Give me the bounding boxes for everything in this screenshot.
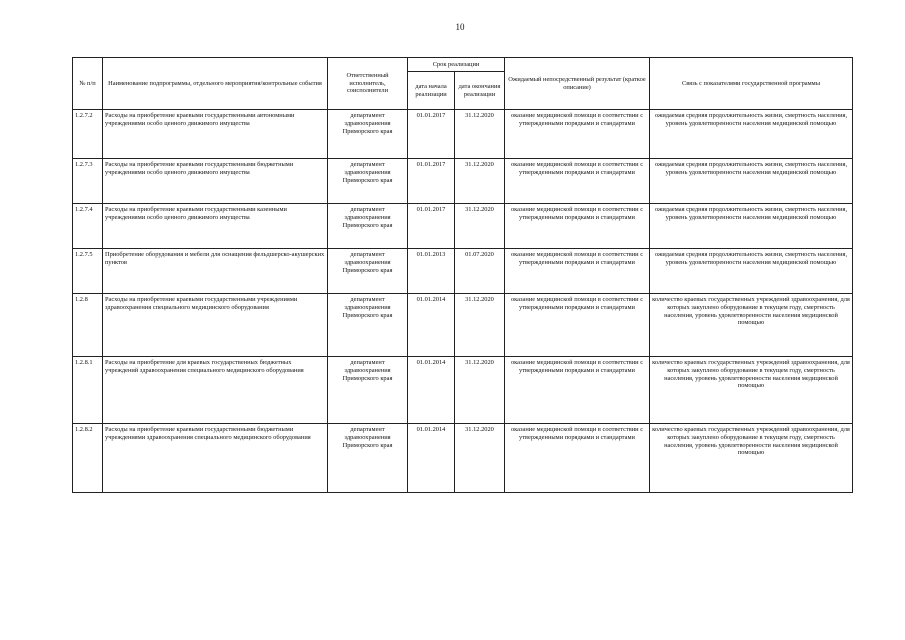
event-name: Расходы на приобретение краевыми государственными автономными учреждениями особо ценного движимого имущества	[103, 110, 328, 159]
table-row	[73, 249, 853, 294]
row-number: 1.2.7.3	[73, 159, 103, 204]
expected-result: оказание медицинской помощи в соответствии с утвержденными порядками и стандартами	[505, 204, 650, 249]
start-date: 01.01.2017	[408, 159, 455, 204]
start-date: 01.01.2017	[408, 204, 455, 249]
table-row	[73, 204, 853, 249]
start-date: 01.01.2013	[408, 249, 455, 294]
start-date: 01.01.2014	[408, 357, 455, 424]
expected-result: оказание медицинской помощи в соответствии с утвержденными порядками и стандартами	[505, 249, 650, 294]
header-executor: Ответственный исполнитель, соисполнители	[328, 58, 408, 110]
event-name: Приобретение оборудования и мебели для оснащения фельдшерско-акушерских пунктов	[103, 249, 328, 294]
program-indicators: ожидаемая средняя продолжительность жизни, смертность населения, уровень удовлетворенности населения медицинской помощью	[650, 204, 853, 249]
row-number: 1.2.7.4	[73, 204, 103, 249]
expected-result: оказание медицинской помощи в соответствии с утвержденными порядками и стандартами	[505, 424, 650, 493]
table-header	[73, 58, 853, 110]
program-indicators: ожидаемая средняя продолжительность жизни, смертность населения, уровень удовлетворенности населения медицинской помощью	[650, 110, 853, 159]
header-start: дата начала реализации	[408, 72, 455, 110]
table-row	[73, 110, 853, 159]
event-name: Расходы на приобретение краевыми государственными учреждениями здравоохранения специального медицинского оборудования	[103, 294, 328, 357]
executor: департамент здравоохранения Приморского края	[328, 204, 408, 249]
page-number: 10	[455, 22, 465, 32]
event-name: Расходы на приобретение краевыми государственными бюджетными учреждениями особо ценного движимого имущества	[103, 159, 328, 204]
expected-result: оказание медицинской помощи в соответствии с утвержденными порядками и стандартами	[505, 357, 650, 424]
header-result: Ожидаемый непосредственный результат (краткое описание)	[505, 58, 650, 110]
expected-result: оказание медицинской помощи в соответствии с утвержденными порядками и стандартами	[505, 110, 650, 159]
program-indicators: количество краевых государственных учреждений здравоохранения, для которых закуплено оборудование в текущем году, смертность населения, уровень удовлетворенности населения медицинской помощью	[650, 424, 853, 493]
header-name: Наименование подпрограммы, отдельного мероприятия/контрольные события	[103, 58, 328, 110]
executor: департамент здравоохранения Приморского края	[328, 294, 408, 357]
header-term: Срок реализации	[408, 58, 505, 72]
start-date: 01.01.2014	[408, 294, 455, 357]
event-name: Расходы на приобретение для краевых государственных бюджетных учреждений здравоохранения специального медицинского оборудования	[103, 357, 328, 424]
program-events-table	[72, 57, 853, 493]
start-date: 01.01.2014	[408, 424, 455, 493]
end-date: 31.12.2020	[455, 294, 505, 357]
event-name: Расходы на приобретение краевыми государственными казенными учреждениями особо ценного движимого имущества	[103, 204, 328, 249]
end-date: 31.12.2020	[455, 424, 505, 493]
end-date: 01.07.2020	[455, 249, 505, 294]
end-date: 31.12.2020	[455, 357, 505, 424]
row-number: 1.2.8	[73, 294, 103, 357]
expected-result: оказание медицинской помощи в соответствии с утвержденными порядками и стандартами	[505, 294, 650, 357]
program-indicators: количество краевых государственных учреждений здравоохранения, для которых закуплено оборудование в текущем году, смертность населения, уровень удовлетворенности населения медицинской помощью	[650, 357, 853, 424]
end-date: 31.12.2020	[455, 159, 505, 204]
table-row	[73, 294, 853, 357]
table-row	[73, 357, 853, 424]
row-number: 1.2.8.2	[73, 424, 103, 493]
executor: департамент здравоохранения Приморского края	[328, 249, 408, 294]
program-indicators: количество краевых государственных учреждений здравоохранения, для которых закуплено оборудование в текущем году, смертность населения, уровень удовлетворенности населения медицинской помощью	[650, 294, 853, 357]
table-body	[73, 110, 853, 493]
row-number: 1.2.7.2	[73, 110, 103, 159]
executor: департамент здравоохранения Приморского края	[328, 110, 408, 159]
end-date: 31.12.2020	[455, 204, 505, 249]
header-link: Связь с показателями государственной программы	[650, 58, 853, 110]
executor: департамент здравоохранения Приморского края	[328, 357, 408, 424]
program-indicators: ожидаемая средняя продолжительность жизни, смертность населения, уровень удовлетворенности населения медицинской помощью	[650, 159, 853, 204]
program-indicators: ожидаемая средняя продолжительность жизни, смертность населения, уровень удовлетворенности населения медицинской помощью	[650, 249, 853, 294]
table-row	[73, 424, 853, 493]
row-number: 1.2.7.5	[73, 249, 103, 294]
executor: департамент здравоохранения Приморского края	[328, 424, 408, 493]
table-row	[73, 159, 853, 204]
start-date: 01.01.2017	[408, 110, 455, 159]
header-end: дата окончания реализации	[455, 72, 505, 110]
expected-result: оказание медицинской помощи в соответствии с утвержденными порядками и стандартами	[505, 159, 650, 204]
event-name: Расходы на приобретение краевыми государственными бюджетными учреждениями здравоохранения специального медицинского оборудования	[103, 424, 328, 493]
header-num: № п/п	[73, 58, 103, 110]
row-number: 1.2.8.1	[73, 357, 103, 424]
executor: департамент здравоохранения Приморского края	[328, 159, 408, 204]
end-date: 31.12.2020	[455, 110, 505, 159]
